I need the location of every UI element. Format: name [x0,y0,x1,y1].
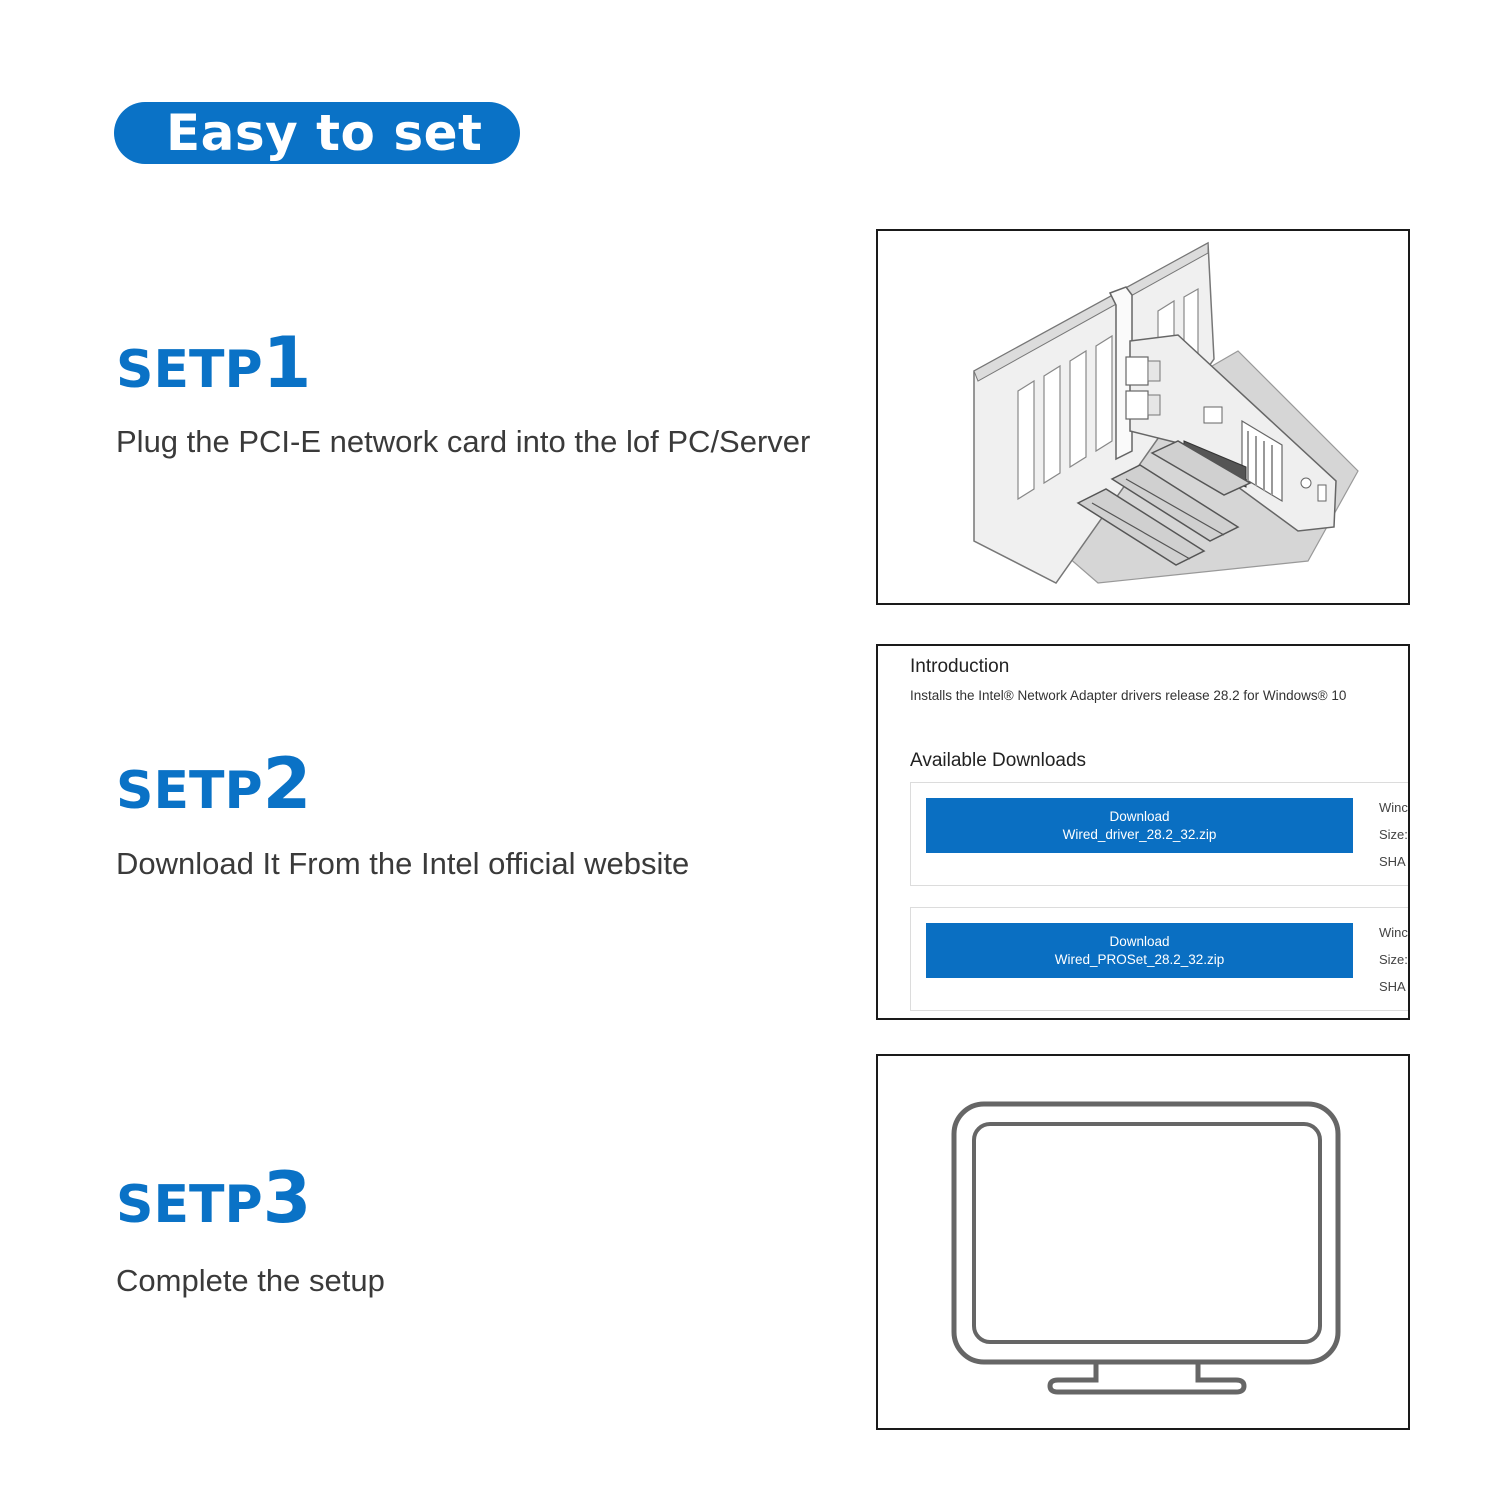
intel-download-page [876,644,1410,1020]
intro-text: Installs the Intel® Network Adapter drivers release 28.2 for Windows® 10 [910,688,1347,703]
intro-heading: Introduction [910,656,1010,677]
download-button-label: Download [1109,934,1170,949]
downloads-heading: Available Downloads [910,750,1087,771]
pcie-install-illustration [876,229,1410,605]
monitor-icon [878,1056,1408,1428]
download-card [910,782,1410,886]
step-1-number: 1 [262,322,312,404]
download-button-label: Download [1109,809,1170,824]
step-1-prefix: SETP [116,340,263,400]
download-meta-size: Size: [1379,827,1408,842]
download-proset-button[interactable] [926,923,1353,978]
step-3-description: Complete the setup [116,1263,385,1298]
download-meta-sha: SHA [1379,854,1406,869]
step-3-prefix: SETP [116,1175,263,1235]
download-meta-os: Winc [1379,800,1408,815]
pcie-card-install-icon [878,231,1408,603]
step-3-number: 3 [262,1157,312,1239]
step-2-number: 2 [262,743,312,825]
step-2-prefix: SETP [116,761,263,821]
monitor-illustration [876,1054,1410,1430]
step-1-title [116,322,311,404]
step-1-description: Plug the PCI-E network card into the lof PC/Server [116,424,811,459]
download-driver-button[interactable] [926,798,1353,853]
page-title: Easy to set [114,102,520,164]
download-meta-sha: SHA [1379,979,1406,994]
step-2-title [116,743,311,825]
download-meta-size: Size: [1379,952,1408,967]
download-file-name: Wired_PROSet_28.2_32.zip [1054,952,1225,967]
download-file-name: Wired_driver_28.2_32.zip [1062,827,1217,842]
step-3-title [116,1157,311,1239]
download-card [910,907,1410,1011]
download-meta-os: Winc [1379,925,1408,940]
step-2-description: Download It From the Intel official website [116,846,690,881]
